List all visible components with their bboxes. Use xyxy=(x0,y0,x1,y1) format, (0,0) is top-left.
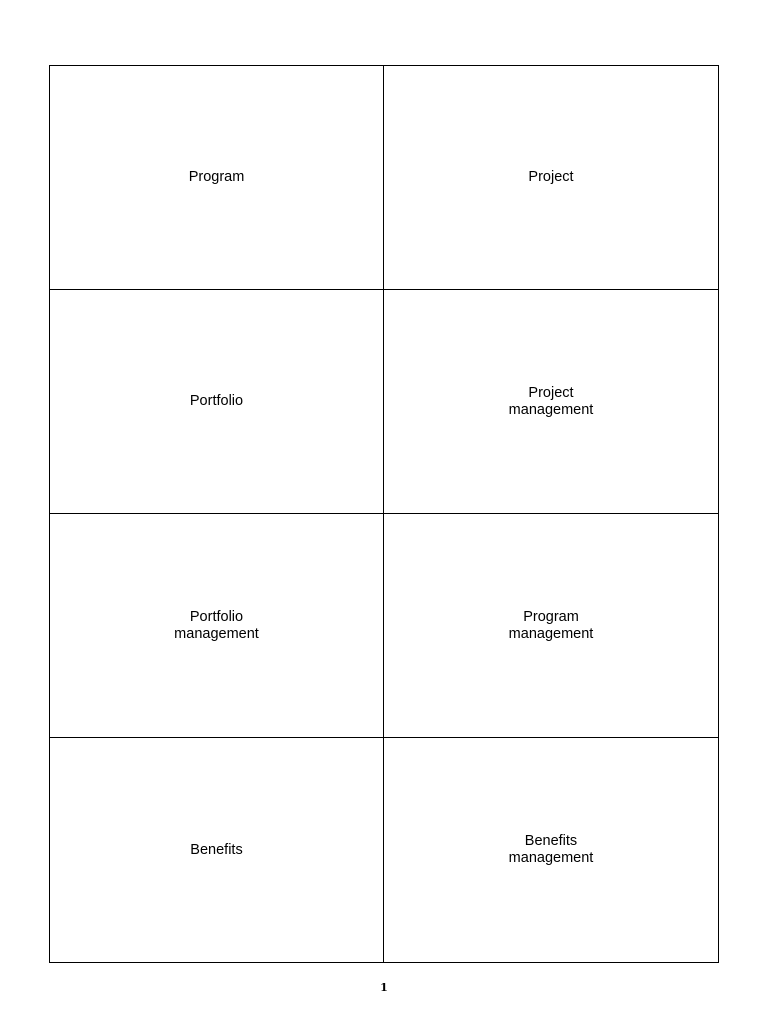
card-benefits-management: Benefits management xyxy=(508,833,594,866)
page-number: 1 xyxy=(380,981,388,994)
card-project-management: Project management xyxy=(384,290,718,514)
card-portfolio-management: Portfolio management xyxy=(50,514,384,738)
flashcard-grid xyxy=(49,65,719,963)
card-benefits: Benefits xyxy=(50,738,384,962)
card-program-management: Program management xyxy=(384,514,718,738)
card-portfolio: Portfolio xyxy=(50,290,384,514)
card-project: Project xyxy=(384,66,718,290)
card-program: Program xyxy=(50,66,384,290)
